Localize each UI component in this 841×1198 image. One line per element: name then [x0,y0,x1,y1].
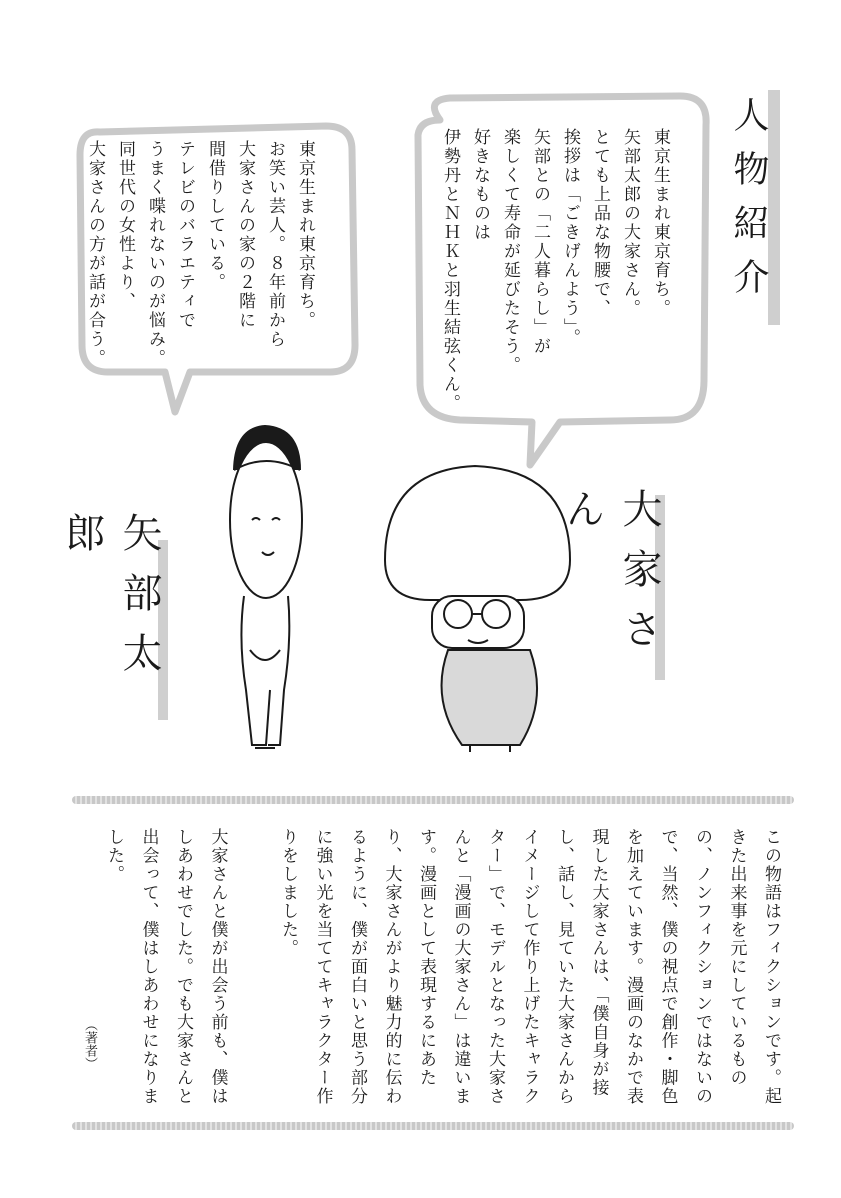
character-name-ooya: 大家さん [559,488,662,668]
bubble-line: 同世代の女性より、 [115,140,135,311]
bubble-line: 挨拶は「ごきげんよう」。 [560,128,580,348]
bubble-line: 大家さんの方が話が合う。 [85,140,105,368]
bubble-line: 大家さんの家の２階に [235,140,255,330]
bubble-line: 東京生まれ東京育ち。 [295,140,315,330]
bubble-line: 矢部太郎の大家さん。 [620,128,640,318]
bubble-line: お笑い芸人。８年前から [265,140,285,349]
bubble-line: うまく喋れないのが悩み。 [145,140,165,368]
author-signature: （著者） [82,1018,97,1070]
bubble-text-ooya [440,128,675,428]
yabe-figure [230,426,302,748]
divider-bottom [72,1122,794,1130]
page-title: 人物紹介 [728,96,769,312]
bubble-line: 矢部との「二人暮らし」が [530,128,550,356]
bubble-line: 好きなものは [470,128,490,242]
bubble-line: 間借りしている。 [205,140,225,292]
author-note-paragraph-2: 大家さんと僕が出会う前も、僕はしあわせでした。でも大家さんと出会って、僕はしあわせになりました。 [104,828,228,1106]
bubble-line: 伊勢丹とＮＨＫと羽生結弦くん。 [440,128,460,413]
character-name-yabe: 矢部太郎 [59,512,162,692]
bubble-text-yabe [85,140,320,370]
author-note-paragraph-1: この物語はフィクションです。起きた出来事を元にしているものの、ノンフィクションではないので、当然、僕の視点で創作・脚色を加えています。漫画のなかで表現した大家さんは、「僕自身が接し、話し、見ていた大家さんからイメージして作り上げたキャラクター」で、モデルとなった大家さんと「漫画の大家さん」は違います。漫画として表現するにあたり、大家さんがより魅力的に伝わるように、僕が面白いと思う部分に強い光を当ててキャラクター作りをしました。 [278,828,781,1106]
bubble-line: テレビのバラエティで [175,140,195,330]
divider-top [72,796,794,804]
author-note [88,828,788,1108]
bubble-line: とても上品な物腰で、 [590,128,610,318]
ooya-figure [385,466,570,752]
bubble-line: 楽しくて寿命が延びたそう。 [500,128,520,375]
bubble-line: 東京生まれ東京育ち。 [650,128,670,318]
